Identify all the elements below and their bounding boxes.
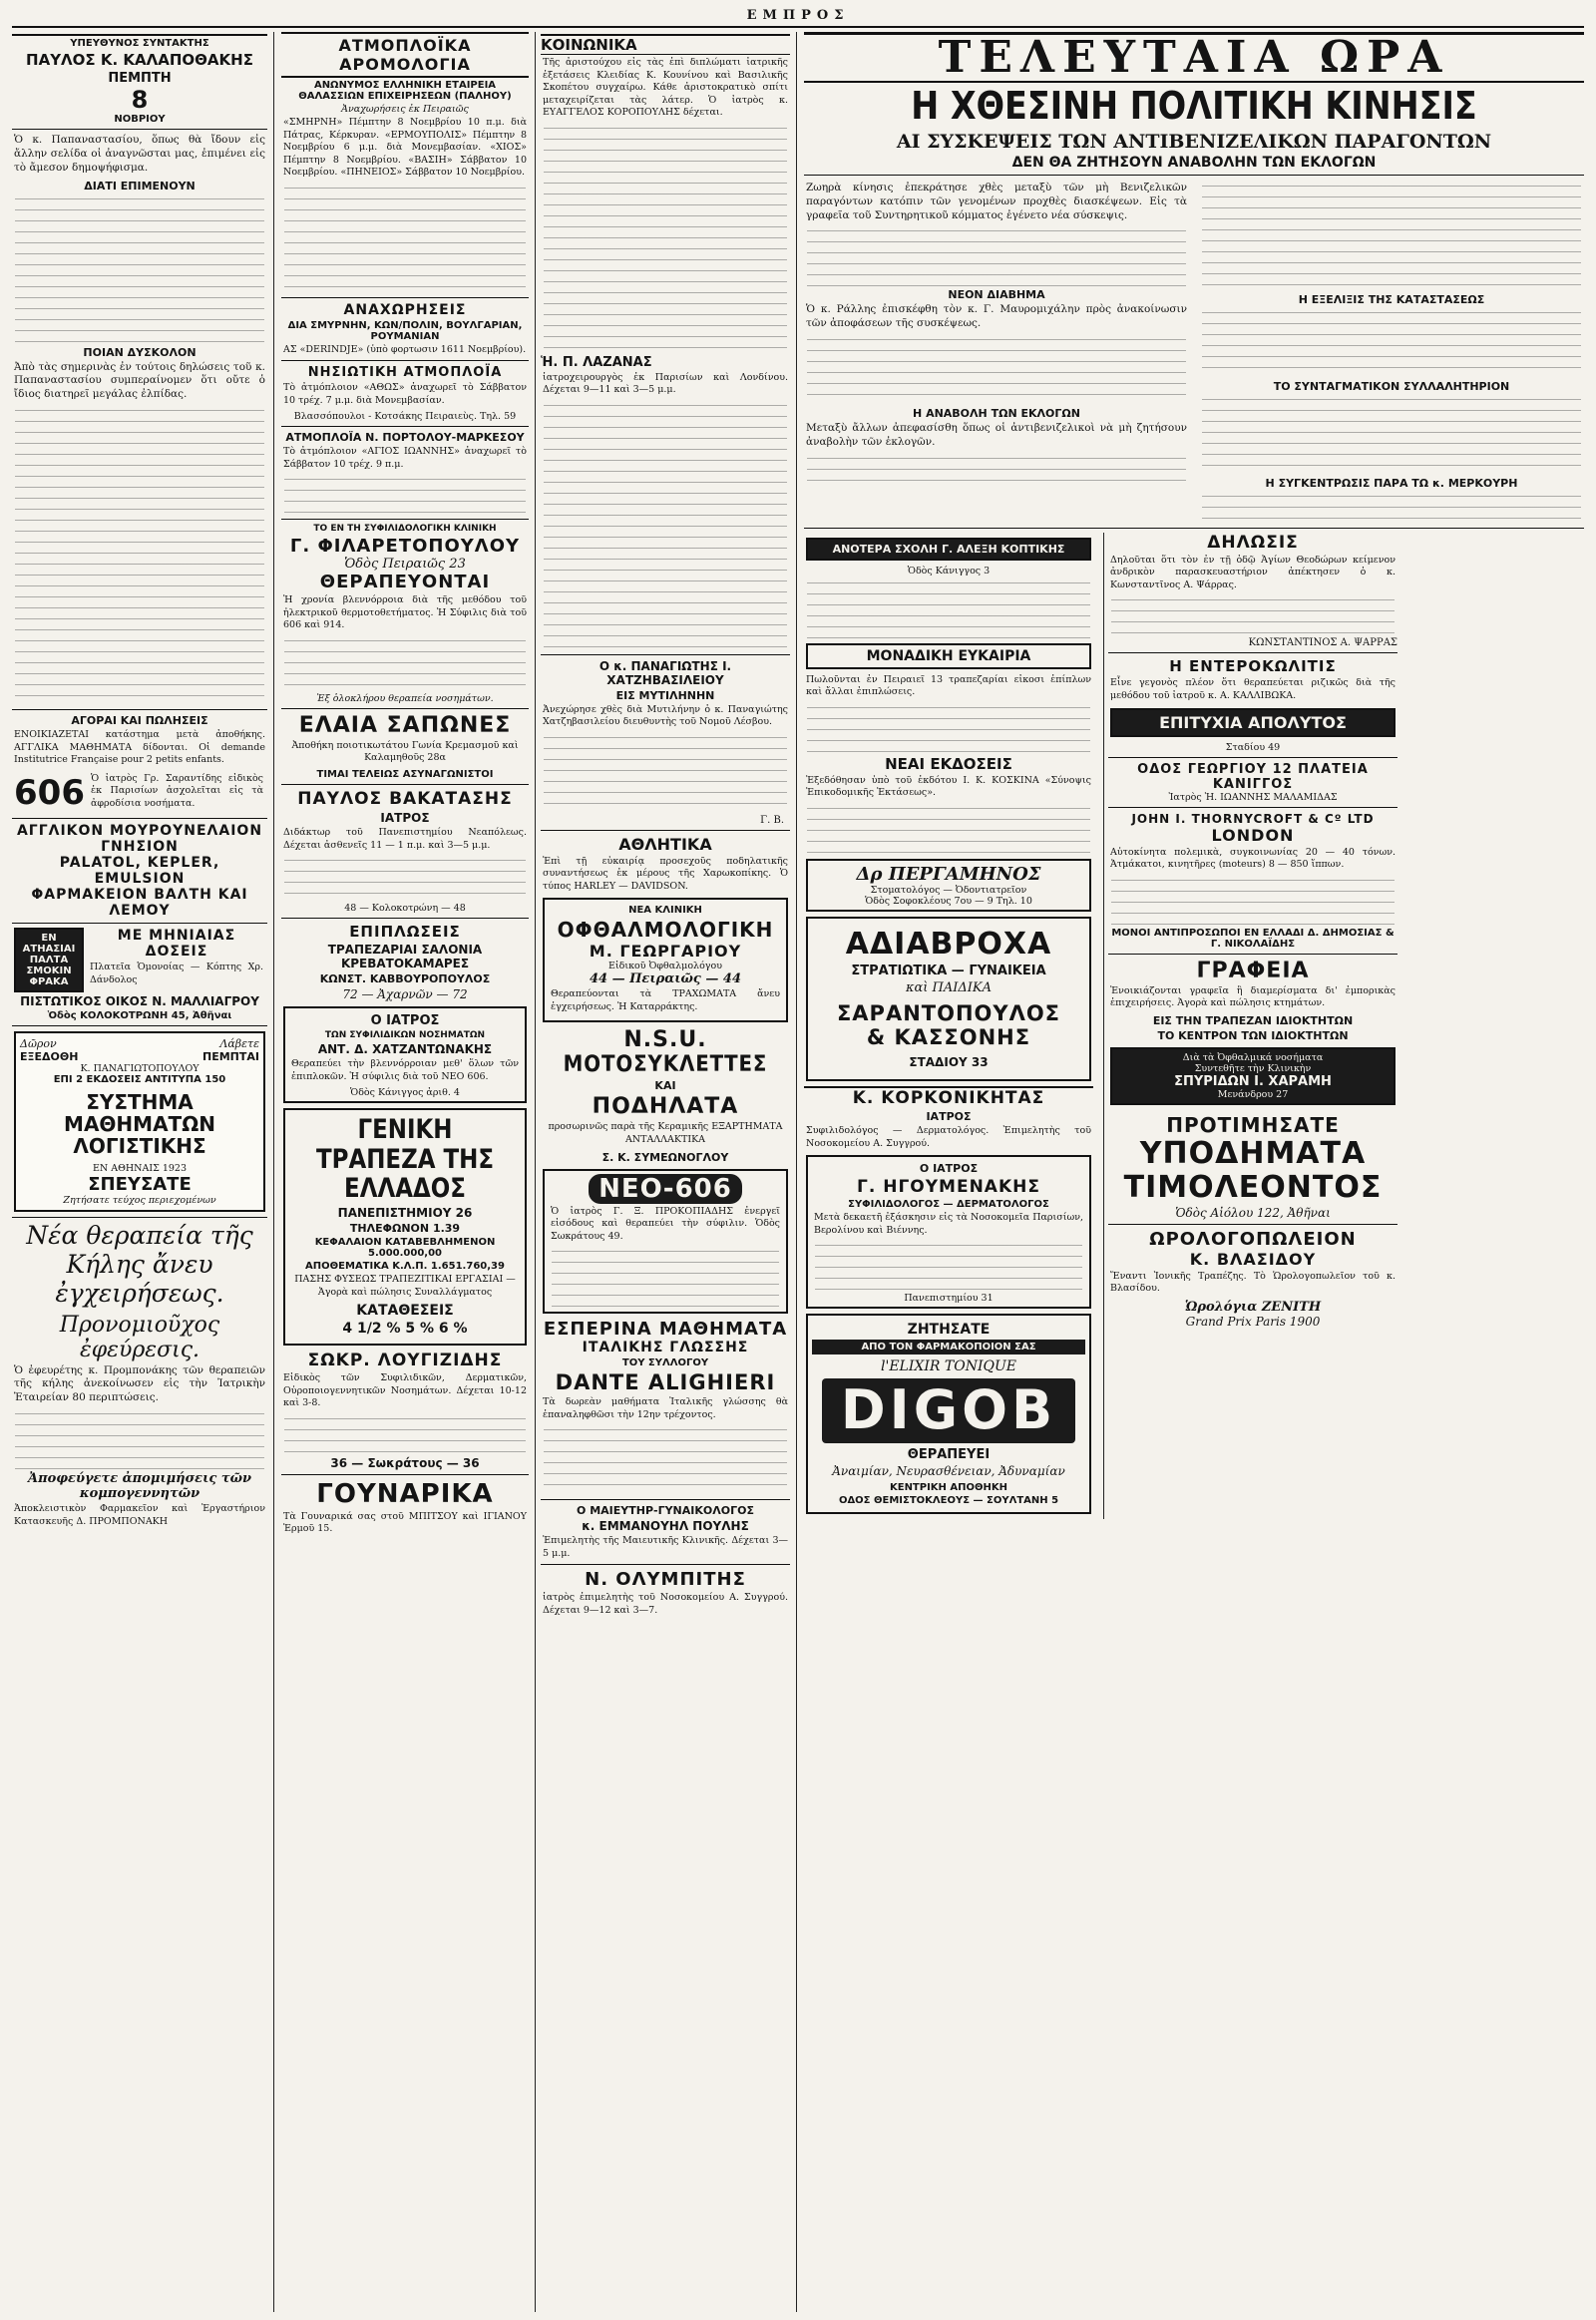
surgeon-specialty: ΤΩΝ ΣΥΦΙΛΙΔΙΚΩΝ ΝΟΣΗΜΑΤΩΝ xyxy=(324,1030,486,1041)
headline: Η ΧΘΕΣΙΝΗ ΠΟΛΙΤΙΚΗ ΚΙΝΗΣΙΣ xyxy=(911,84,1477,129)
book-year: ΕΝ ΑΘΗΝΑΙΣ 1923 xyxy=(92,1163,188,1175)
text-block xyxy=(1202,308,1581,378)
furniture-address: 72 — Ἀχαρνῶν — 72 xyxy=(342,987,468,1002)
ad-606-text: Ὁ ἰατρὸς Γρ. Σαραντίδης εἰδικὸς ἐκ Παρισίων ἀσχολεῖται εἰς τὰ ἀφροδίσια νοσήματα. xyxy=(90,772,263,809)
doctor-title: ΙΑΤΡΟΣ xyxy=(380,810,430,825)
digob-list: Ἀναιμίαν, Νευρασθένειαν, Ἀδυναμίαν xyxy=(832,1463,1065,1478)
story-subhead: Η ΕΞΕΛΙΞΙΣ ΤΗΣ ΚΑΤΑΣΤΑΣΕΩΣ xyxy=(1298,292,1485,306)
departures-head: ΑΝΑΧΩΡΗΣΕΙΣ xyxy=(343,301,467,318)
watches-brand: Ὡρολόγια ZENITH xyxy=(1184,1299,1322,1315)
raincoats-name1: ΣΑΡΑΝΤΟΠΟΥΛΟΣ xyxy=(836,1000,1061,1025)
furniture-items: ΤΡΑΠΕΖΑΡΙΑΙ ΣΑΛΟΝΙΑ ΚΡΕΒΑΤΟΚΑΜΑΡΕΣ xyxy=(327,943,483,971)
thornycroft-text: Αὐτοκίνητα πολεμικὰ, συγκοινωνίας 20 — 40 τόνων. Ἀτμάκατοι, κινητῆρες (moteurs) 8 — 850 ἵππων. xyxy=(1110,846,1396,871)
column-1 xyxy=(12,32,267,2312)
book-title: ΣΥΣΤΗΜΑ ΜΑΘΗΜΑΤΩΝ ΛΟΓΙΣΤΙΚΗΣ xyxy=(64,1090,215,1159)
neo606-title: ΝΕΟ-606 xyxy=(589,1174,742,1204)
text-block xyxy=(284,1414,526,1454)
nsu-name: Σ. Κ. ΣΥΜΕΩΝΟΓΛΟΥ xyxy=(601,1150,729,1164)
furs-title: ΓΟΥΝΑΡΙΚΑ xyxy=(316,1478,494,1509)
hatzi-title: Ο κ. ΠΑΝΑΓΙΩΤΗΣ Ι. ΧΑΤΖΗΒΑΣΙΛΕΙΟΥ xyxy=(598,658,732,687)
editorial-intro: Ὁ κ. Παπαναστασίου, ὅπως θὰ ἴδουν εἰς ἄλλην σελίδα οἱ ἀναγνῶσται μας, ἐπιμένει εἰς τὸ ἄμεσον δημοψήφισμα. xyxy=(14,134,265,174)
text-block xyxy=(544,401,787,650)
surgeon-address: Ὁδὸς Κάνιγγος ἀριθ. 4 xyxy=(350,1087,460,1099)
hatzi-sub: ΕΙΣ ΜΥΤΙΛΗΝΗΝ xyxy=(615,688,715,702)
bank-reserve: ΑΠΟΘΕΜΑΤΙΚΑ Κ.Λ.Π. 1.651.760,39 xyxy=(305,1261,505,1273)
lazanas-name: Ἡ. Π. ΛΑΖΑΝΑΣ xyxy=(541,354,652,370)
lead-story xyxy=(804,180,1584,524)
ophthalmic-head: Διὰ τὰ Ὀφθαλμικά νοσήματα xyxy=(1182,1051,1324,1063)
furniture-name: ΚΩΝΣΤ. ΚΑΒΒΟΥΡΟΠΟΥΛΟΣ xyxy=(319,972,491,986)
text-block xyxy=(815,1241,1082,1291)
digob-elixir: l'ELIXIR TONIQUE xyxy=(881,1358,1016,1375)
newspaper-page xyxy=(12,8,1584,2312)
column-divider xyxy=(273,32,274,2312)
gyn-name: κ. ΕΜΜΑΝΟΥΗΛ ΠΟΥΛΗΣ xyxy=(582,1519,749,1534)
book-take: Λάβετε xyxy=(219,1037,259,1051)
offices-center: ΤΟ ΚΕΝΤΡΟΝ ΤΩΝ ΙΔΙΟΚΤΗΤΩΝ xyxy=(1157,1028,1349,1042)
social-text: Τῆς ἀριστούχου εἰς τὰς ἐπὶ διπλώματι ἰατρικῆς ἐξετάσεις Κλειδίας Κ. Κουνίνου καὶ Βασιλικῆς Σκοπέτου συγχαίρω. Κάθε ἀριστοκρατικὸ σπίτι μεταχειρίζεται τὰς λάτερ. Ὁ ἰατρὸς κ. ΕΥΑΓΓΕΛΟΣ ΚΟΡΟΠΟΥΛΗΣ δέχεται. xyxy=(543,57,788,119)
month: ΝΟΒΡΙΟΥ xyxy=(114,114,166,125)
text-block xyxy=(544,1425,787,1495)
ad-clothing-label: ΕΝ ΑΤΗΑΣΙΑΙ ΠΑΛΤΑ ΣΜΟΚΙΝ ΦΡΑΚΑ xyxy=(14,928,84,992)
lazanas-text: ἰατροχειρουργὸς ἐκ Παρισίων καὶ Λονδίνου. Δέχεται 9—11 καὶ 3—5 μ.μ. xyxy=(543,371,788,396)
watches-prize: Grand Prix Paris 1900 xyxy=(1185,1314,1321,1329)
market-text: ΕΝΟΙΚΙΑΖΕΤΑΙ κατάστημα μετὰ ἀποθήκης. ΑΓΓΛΙΚΑ ΜΑΘΗΜΑΤΑ δίδονται. Οἱ demande Institutrice Française pour 2 petits enfants. xyxy=(14,729,265,766)
text-block xyxy=(1202,182,1581,291)
editorial-subhead: ΔΙΑΤΙ ΕΠΙΜΕΝΟΥΝ xyxy=(84,179,196,193)
text-block xyxy=(15,1409,264,1469)
text-block xyxy=(15,194,264,344)
weekday: ΠΕΜΠΤΗ xyxy=(108,71,172,86)
ophthalmic-name: ΣΠΥΡΙΔΩΝ Ι. ΧΑΡΑΜΗ xyxy=(1174,1073,1332,1089)
ad-credit-house: ΠΙΣΤΩΤΙΚΟΣ ΟΙΚΟΣ Ν. ΜΑΛΛΙΑΓΡΟΥ xyxy=(20,994,259,1009)
declaration-text: Δηλοῦται ὅτι τὸν ἐν τῇ ὁδῷ Ἀγίων Θεοδώρων κείμενον ἀνδρικὸν παρασκευαστήριον ἀπέκτησεν ὁ κ. Κωνσταντῖνος Α. Ψάρρας. xyxy=(1110,554,1396,590)
text-block xyxy=(284,184,526,293)
book-fifth: ΠΕΜΠΤΑΙ xyxy=(202,1050,259,1064)
island-line-address: Βλασσόπουλοι - Κοτσάκης Πειραιεὺς. Τηλ. 59 xyxy=(293,411,517,423)
ad-ophthalmic xyxy=(1110,1047,1396,1105)
cure-title: Νέα θεραπεία τῆς Κήλης ἄνευ ἐγχειρήσεως. xyxy=(26,1221,253,1308)
school-address: Ὁδὸς Κάνιγγος 3 xyxy=(907,565,991,577)
bank-deposits: ΚΑΤΑΘΕΣΕΙΣ xyxy=(356,1303,454,1320)
clinic-label: ΤΟ ΕΝ ΤΗ ΣΥΦΙΛΙΔΟΛΟΓΙΚΗ ΚΛΙΝΙΚΗ xyxy=(313,524,497,535)
publications-text: Ἐξεδόθησαν ὑπὸ τοῦ ἐκδότου Ι. Κ. ΚΟΣΚΙΝΑ «Σύνοψις Ἐπικοδομικῆς Ἐκτάσεως». xyxy=(806,774,1091,799)
story-subhead: Η ΑΝΑΒΟΛΗ ΤΩΝ ΕΚΛΟΓΩΝ xyxy=(913,407,1080,421)
text-block xyxy=(807,804,1090,854)
ad-bank xyxy=(283,1108,527,1346)
ad-eye-clinic xyxy=(543,898,788,1022)
ad-monthly-text: Πλατεῖα Ὁμονοίας — Κόπτης Χρ. Δάνδολος xyxy=(90,962,263,985)
nsu-text: προσωρινῶς παρὰ τῆς Κεραμικῆς ΕΞΑΡΤΗΜΑΤΑ ΑΝΤΑΛΛΑΚΤΙΚΑ xyxy=(548,1121,783,1145)
success-text: Σταδίου 49 xyxy=(1225,741,1281,753)
korkonikitas-text: Συφιλιδολόγος — Δερματολόγος. Ἐπιμελητὴς τοῦ Νοσοκομείου Α. Συγγρού. xyxy=(806,1124,1091,1149)
steamship-text: Τὸ ἀτμόπλοιον «ΑΓΙΟΣ ΙΩΑΝΝΗΣ» ἀναχωρεῖ τὸ Σάββατον 10 τρέχ. 9 π.μ. xyxy=(283,446,527,470)
book-published: ΕΞΕΔΟΘΗ xyxy=(20,1050,79,1064)
shipping-head: ΑΤΜΟΠΛΟΪΚΑ ΑΡΟΜΟΛΟΓΙΑ xyxy=(281,32,529,78)
digob-depot: ΚΕΝΤΡΙΚΗ ΑΠΟΘΗΚΗ xyxy=(889,1481,1008,1493)
offices-head: ΓΡΑΦΕΙΑ xyxy=(1196,958,1310,983)
ads-area xyxy=(804,533,1584,1519)
raincoats-kids: καὶ ΠΑΙΔΙΚΑ xyxy=(905,979,993,995)
column-4 xyxy=(804,32,1584,2312)
bargain-text: Πωλοῦνται ἐν Πειραιεῖ 13 τραπεζαρίαι εἰκοσι ἐπίπλων καὶ ἄλλαι ἐπιπλώσεις. xyxy=(806,673,1091,698)
steamship-head: ΑΤΜΟΠΛΟΪΑ Ν. ΠΟΡΤΟΛΟΥ-ΜΑΡΚΕΣΟΥ xyxy=(285,431,525,445)
success-head: ΕΠΙΤΥΧΙΑ ΑΠΟΛΥΤΟΣ xyxy=(1110,708,1396,737)
raincoats-address: ΣΤΑΔΙΟΥ 33 xyxy=(909,1054,989,1069)
raincoats-kinds: ΣΤΡΑΤΙΩΤΙΚΑ — ΓΥΝΑΙΚΕΙΑ xyxy=(851,963,1046,978)
ad-codliver-oil: ΑΓΓΛΙΚΟΝ ΜΟΥΡΟΥΝΕΛΑΙΟΝ ΓΝΗΣΙΟΝ xyxy=(16,823,263,856)
ad-accounting-book xyxy=(14,1031,265,1212)
doctor-text: Διδάκτωρ τοῦ Πανεπιστημίου Νεαπόλεως. Δέχεται ἀσθενεῖς 11 — 1 π.μ. καὶ 3—5 μ.μ. xyxy=(283,826,527,851)
nsu-title: N.S.U. xyxy=(623,1027,707,1053)
story-subhead: ΤΟ ΣΥΝΤΑΓΜΑΤΙΚΟΝ ΣΥΛΛΑΛΗΤΗΡΙΟΝ xyxy=(1273,379,1510,393)
bank-rates: 4 1/2 % 5 % 6 % xyxy=(342,1321,468,1338)
bank-capital: ΚΕΦΑΛΑΙΟΝ ΚΑΤΑΒΕΒΛΗΜΕΝΟΝ 5.000.000,00 xyxy=(314,1237,496,1260)
book-author: Κ. ΠΑΝΑΓΙΩΤΟΠΟΥΛΟΥ xyxy=(80,1063,200,1075)
evening-text: Τὰ δωρεὰν μαθήματα Ἰταλικῆς γλώσσης θὰ ἐπαναληφθῶσι τὴν 12ην τρέχοντος. xyxy=(543,1396,788,1420)
clinic-name: Γ. ΦΙΛΑΡΕΤΟΠΟΥΛΟΥ xyxy=(289,536,521,558)
story-subhead: Η ΣΥΓΚΕΝΤΡΩΣΙΣ ΠΑΡΑ ΤΩ κ. ΜΕΡΚΟΥΡΗ xyxy=(1265,476,1518,490)
cure-text: Ὁ ἐφευρέτης κ. Προμπονάκης τῶν θεραπειῶν τῆς κήλης ἀνεκοίνωσεν εἰς τὴν Ἰατρικὴν Ἑταιρείαν 80 περιπτώσεις. xyxy=(14,1363,265,1404)
ad-raincoats xyxy=(806,917,1091,1081)
evening-dante: DANTE ALIGHIERI xyxy=(555,1370,776,1395)
editorial-subhead: ΠΟΙΑΝ ΔΥΣΚΟΛΟΝ xyxy=(83,345,197,359)
nsu-and: ΚΑΙ xyxy=(654,1079,676,1093)
eye-name: Μ. ΓΕΩΡΓΑΡΙΟΥ xyxy=(589,942,742,962)
olympitis-text: ἰατρὸς ἐπιμελητὴς τοῦ Νοσοκομείου Α. Συγγρού. Δέχεται 9—12 καὶ 3—7. xyxy=(543,1592,788,1616)
ad-606 xyxy=(14,771,265,815)
surgeon-title: Ο ΙΑΤΡΟΣ xyxy=(370,1013,440,1029)
story-paragraph: Μεταξὺ ἄλλων ἀπεφασίσθη ὅπως οἱ ἀντιβενιζελικοὶ νὰ μὴ ζητήσουν ἀναβολὴν τῶν ἐκλογῶν. xyxy=(806,422,1187,449)
digob-sub: ΑΠΟ ΤΟΝ ΦΑΡΜΑΚΟΠΟΙΟΝ ΣΑΣ xyxy=(812,1340,1085,1354)
sport-text: Ἐπὶ τῇ εὐκαιρίᾳ προσεχοῦς ποδηλατικῆς συναντήσεως ἐκ μέρους τῆς Χαρωκοπίκης. Ὁ τύπος HARLEY — DAVIDSON. xyxy=(543,855,788,892)
hatzi-text: Ἀνεχώρησε χθὲς διὰ Μυτιλήνην ὁ κ. Παναγιώτης Χατζηβασιλείου διευθυντὴς τοῦ Νομοῦ Λέσβου. xyxy=(543,703,788,728)
pergaminos-address: Ὁδὸς Σοφοκλέους 7ου — 9 Τηλ. 10 xyxy=(865,895,1032,907)
shipping-sub: Ἀναχωρήσεις ἐκ Πειραιῶς xyxy=(341,104,469,115)
text-block xyxy=(1202,395,1581,475)
enterocolitis-text: Εἶνε γεγονὸς πλέον ὅτι θεραπεύεται ριζικῶς διὰ τῆς μεθόδου τοῦ ἰατροῦ κ. Α. ΚΑΛΛΙΒΩΚΑ. xyxy=(1110,677,1396,701)
ad-606-number: 606 xyxy=(14,772,85,813)
book-gift: Δῶρον xyxy=(20,1037,57,1051)
ad-palatol: PALATOL, KEPLER, EMULSION xyxy=(59,855,220,888)
bank-phone: ΤΗΛΕΦΩΝΟΝ 1.39 xyxy=(349,1222,461,1236)
text-block xyxy=(807,579,1090,638)
pergaminos-specialty: Στοματολόγος — Ὀδοντιατρεῖον xyxy=(870,884,1027,896)
derm-name: ΣΩΚΡ. ΛΟΥΓΙΖΙΔΗΣ xyxy=(307,1351,503,1371)
offices-bank: ΕΙΣ ΤΗΝ ΤΡΑΠΕΖΑΝ ΙΔΙΟΚΤΗΤΩΝ xyxy=(1152,1013,1354,1027)
shipping-company: ΑΝΩΝΥΜΟΣ ΕΛΛΗΝΙΚΗ ΕΤΑΙΡΕΙΑ ΘΑΛΑΣΣΙΩΝ ΕΠΙΧΕΙΡΗΣΕΩΝ (ΠΑΛΗΟΥ) xyxy=(298,80,512,102)
ad-clothing xyxy=(14,928,265,992)
story-paragraph: Ζωηρὰ κίνησις ἐπεκράτησε χθὲς μεταξὺ τῶν μὴ Βενιζελικῶν παραγόντων κατόπιν τῶν γενομένων προχθὲς διασκέψεων. Εἰς τὰ γραφεῖα τοῦ Συντηρητικοῦ κόμματος ἐγένετο νέα σύσκεψις. xyxy=(806,181,1187,221)
ad-credit-address: Ὁδὸς ΚΟΛΟΚΟΤΡΩΝΗ 45, Ἀθῆναι xyxy=(47,1010,232,1022)
clinic-footer: Ἐξ ὁλοκλήρου θεραπεία νοσημάτων. xyxy=(316,692,494,704)
kicker: ΤΕΛΕΥΤΑΙΑ ΩΡΑ xyxy=(804,32,1584,83)
text-block xyxy=(807,703,1090,753)
bank-services: ΠΑΣΗΣ ΦΥΣΕΩΣ ΤΡΑΠΕΖΙΤΙΚΑΙ ΕΡΓΑΣΙΑΙ — Ἀγορὰ καὶ πώλησις Συναλλάγματος xyxy=(294,1274,516,1298)
date-number: 8 xyxy=(131,86,149,114)
eye-text: Θεραπεύονται τὰ ΤΡΑΧΩΜΑΤΑ ἄνευ ἐγχειρήσεως. Ἡ Καταρράκτης. xyxy=(551,988,780,1012)
text-block xyxy=(807,335,1186,405)
column-2 xyxy=(281,32,529,2312)
social-head: ΚΟΙΝΩΝΙΚΑ xyxy=(541,34,790,55)
surgeon-text: Θεραπεύει τὴν βλεννόρροιαν μεθ' ὅλων τῶν ἐπιπλοκῶν. Ἡ σύφιλις διὰ τοῦ ΝΕΟ 606. xyxy=(291,1058,519,1082)
text-block xyxy=(284,475,526,515)
ad-surgeon xyxy=(283,1006,527,1103)
market-head: ΑΓΟΡΑΙ ΚΑΙ ΠΩΛΗΣΕΙΣ xyxy=(71,714,208,728)
korkonikitas-name: Κ. ΚΟΡΚΟΝΙΚΗΤΑΣ xyxy=(804,1086,1093,1108)
editorial-body: Ἀπὸ τὰς σημερινὰς ἐν τούτοις δηλώσεις τοῦ κ. Παπαναστασίου συμπεραίνομεν ὅτι οὔτε ὁ ἴδιος διατηρεῖ μεγάλας ἐλπίδας. xyxy=(14,360,265,401)
text-block xyxy=(1111,595,1395,635)
soap-prices: ΤΙΜΑΙ ΤΕΛΕΙΩΣ ΑΣΥΝΑΓΩΝΙΣΤΟΙ xyxy=(316,768,494,780)
bank-address: ΠΑΝΕΠΙΣΤΗΜΙΟΥ 26 xyxy=(337,1206,473,1221)
cure-address: Ἀποκλειστικὸν Φαρμακεῖον καὶ Ἐργαστήριον Κατασκευῆς Δ. ΠΡΟΜΠΟΝΑΚΗ xyxy=(14,1503,265,1527)
derm-address: 36 — Σωκράτους — 36 xyxy=(330,1455,480,1470)
gyn-text: Ἐπιμελητὴς τῆς Μαιευτικῆς Κλινικῆς. Δέχεται 3—5 μ.μ. xyxy=(543,1535,788,1559)
ophthalmic-text: Συντεθῆτε τὴν Κλινικὴν xyxy=(1194,1062,1312,1074)
ad-digob xyxy=(806,1314,1091,1514)
clinic-cures: ΘΕΡΑΠΕΥΟΝΤΑΙ xyxy=(319,572,491,593)
neo606-text: Ὁ ἰατρὸς Γ. Ξ. ΠΡΟΚΟΠΙΑΔΗΣ ἐνεργεῖ εἰσόδους καὶ θεραπεύει τὴν σύφιλιν. Ὁδὸς Σωκράτους 49. xyxy=(551,1205,780,1242)
eye-title: ΟΦΘΑΛΜΟΛΟΓΙΚΗ xyxy=(557,918,774,943)
island-line-head: ΝΗΣΙΩΤΙΚΗ ΑΤΜΟΠΛΟΪΑ xyxy=(307,365,503,381)
column-3 xyxy=(541,32,790,2312)
igoumenakis-title: Ο ΙΑΤΡΟΣ xyxy=(919,1162,979,1176)
thornycroft-city: LONDON xyxy=(1211,825,1295,845)
watches-text: Ἔναντι Ἰονικῆς Τραπέζης. Τὸ Ὡρολογοπωλεῖον τοῦ κ. Βλασίδου. xyxy=(1110,1270,1396,1295)
igoumenakis-name: Γ. ΗΓΟΥΜΕΝΑΚΗΣ xyxy=(857,1177,1040,1198)
doctor-name: ΠΑΥΛΟΣ ΒΑΚΑΤΑΣΗΣ xyxy=(297,788,513,809)
story-subhead: ΝΕΟΝ ΔΙΑΒΗΜΑ xyxy=(948,288,1045,302)
pergaminos-name: Δρ ΠΕΡΓΑΜΗΝΟΣ xyxy=(856,863,1041,885)
olympitis-name: Ν. ΟΛΥΜΠΙΤΗΣ xyxy=(585,1569,746,1591)
nsu-motorcycles: ΜΟΤΟΣΥΚΛΕΤΤΕΣ xyxy=(563,1052,768,1078)
derm-text: Εἰδικὸς τῶν Συφιλιδικῶν, Δερματικῶν, Οὐροποιογεννητικῶν Νοσημάτων. Δέχεται 10-12 καὶ 3-8. xyxy=(283,1372,527,1409)
george-street-head: ΟΔΟΣ ΓΕΩΡΓΙΟΥ 12 ΠΛΑΤΕΙΑ ΚΑΝΙΓΓΟΣ xyxy=(1137,761,1369,792)
evening-language: ΙΤΑΛΙΚΗΣ ΓΛΩΣΣΗΣ xyxy=(582,1340,749,1356)
declaration-head: ΔΗΛΩΣΙΣ xyxy=(1207,532,1299,553)
text-block xyxy=(552,1247,779,1307)
text-block xyxy=(1202,492,1581,522)
clinic-text: Ἡ χρονία βλεννόρροια διὰ τῆς μεθόδου τοῦ ἠλεκτρικοῦ θερμοτοθετήματος. Ἡ Σύφιλις διὰ τοῦ 606 καὶ 914. xyxy=(283,594,527,631)
raincoats-name2: & ΚΑΣΣΟΝΗΣ xyxy=(866,1024,1031,1049)
shoes-address: Ὁδὸς Αἰόλου 122, Ἀθῆναι xyxy=(1175,1205,1331,1220)
digob-brand: DIGOB xyxy=(822,1378,1075,1443)
eye-label: ΝΕΑ ΚΛΙΝΙΚΗ xyxy=(628,905,702,917)
cure-warning: Ἀποφεύγετε ἀπομιμήσεις τῶν κομπογεννητῶν xyxy=(28,1471,251,1502)
story-paragraph: Ὁ κ. Ράλλης ἐπισκέφθη τὸν κ. Γ. Μαυρομιχάλην πρὸς ἀνακοίνωσιν τῶν ἀποφάσεων τῆς συσκέψεως. xyxy=(806,303,1187,330)
eye-specialty: Εἰδικοῦ Ὀφθαλμολόγου xyxy=(608,961,722,972)
igoumenakis-address: Πανεπιστημίου 31 xyxy=(904,1293,994,1305)
gyn-title: Ο ΜΑΙΕΥΤΗΡ-ΓΥΝΑΙΚΟΛΟΓΟΣ xyxy=(577,1504,754,1518)
watches-name: Κ. ΒΛΑΣΙΔΟΥ xyxy=(1189,1249,1317,1269)
book-copies: ΕΠΙ 2 ΕΚΔΟΣΕΙΣ ΑΝΤΙΤΥΠΑ 150 xyxy=(53,1074,226,1086)
text-block xyxy=(807,454,1186,484)
ad-pergaminos xyxy=(806,859,1091,912)
digob-label: ΖΗΤΗΣΑΤΕ xyxy=(907,1322,991,1339)
text-block xyxy=(15,406,264,705)
text-block xyxy=(284,856,526,901)
doctor-address: 48 — Κολοκοτρώνη — 48 xyxy=(344,903,466,915)
hatzi-sign: Γ. Β. xyxy=(760,814,784,826)
offices-text: Ἐνοικιάζονται γραφεῖα ἢ διαμερίσματα δι' ἐμπορικὰς ἐπιχειρήσεις. Ἀγορὰ καὶ πώλησις κτημάτων. xyxy=(1110,984,1396,1009)
soap-head: ΕΛΑΙΑ ΣΑΠΩΝΕΣ xyxy=(298,712,512,738)
departures-sub: ΔΙΑ ΣΜΥΡΝΗΝ, ΚΩΝ/ΠΟΛΙΝ, ΒΟΥΛΓΑΡΙΑΝ, ΡΟΥΜΑΝΙΑΝ xyxy=(287,319,523,342)
column-divider xyxy=(796,32,797,2312)
book-hurry: ΣΠΕΥΣΑΤΕ xyxy=(88,1174,192,1196)
igoumenakis-text: Μετὰ δεκαετῆ ἐξάσκησιν εἰς τὰ Νοσοκομεῖα Παρισίων, Βερολίνου καὶ Βιέννης. xyxy=(814,1212,1083,1236)
text-block xyxy=(284,636,526,691)
text-block xyxy=(544,733,787,813)
publications-head: ΝΕΑΙ ΕΚΔΟΣΕΙΣ xyxy=(885,754,1012,773)
editor-name: ΠΑΥΛΟΣ Κ. ΚΑΛΑΠΟΘΑΚΗΣ xyxy=(26,51,253,69)
furniture-head: ΕΠΙΠΛΩΣΕΙΣ xyxy=(349,923,461,942)
soap-text: Ἀποθήκη ποιοτικωτάτου Γωνία Κρεμασμοῦ καὶ Καλαμηθοῦς 28α xyxy=(291,739,519,764)
shoes-main: ΥΠΟΔΗΜΑΤΑ ΤΙΜΟΛΕΟΝΤΟΣ xyxy=(1123,1135,1383,1206)
shoes-title: ΠΡΟΤΙΜΗΣΑΤΕ xyxy=(1166,1112,1340,1137)
ad-monthly-head: ΜΕ ΜΗΝΙΑΙΑΣ ΔΟΣΕΙΣ xyxy=(117,928,236,961)
masthead: ΕΜΠΡΟΣ xyxy=(12,8,1584,28)
clinic-address: Ὁδὸς Πειραιῶς 23 xyxy=(344,557,466,573)
thornycroft-agents: ΜΟΝΟΙ ΑΝΤΙΠΡΟΣΩΠΟΙ ΕΝ ΕΛΛΑΔΙ Δ. ΔΗΜΟΣΙΑΣ & Γ. ΝΙΚΟΛΑΪΔΗΣ xyxy=(1111,927,1395,950)
column-divider xyxy=(535,32,536,2312)
igoumenakis-specialty: ΣΥΦΙΛΙΔΟΛΟΓΟΣ — ΔΕΡΜΑΤΟΛΟΓΟΣ xyxy=(848,1199,1049,1211)
book-order: Ζητήσατε τεύχος περιεχομένων xyxy=(63,1195,216,1207)
shipping-text: «ΣΜΗΡΝΗ» Πέμπτην 8 Νοεμβρίου 10 π.μ. διὰ Πάτρας, Κέρκυραν. «ΕΡΜΟΥΠΟΛΙΣ» Πέμπτην 8 Νοεμβρίου 6 μ.μ. διὰ Μονεμβασίαν. «ΧΙΟΣ» Πέμπτην 8 Νοεμβρίου. «ΒΑΣΙΗ» Σάββατον 10 Νοεμβρίου. «ΠΗΝΕΙΟΣ» Σάββατον 10 Νοεμβρίου. xyxy=(283,117,527,179)
digob-benefit: ΘΕΡΑΠΕΥΕΙ xyxy=(907,1446,991,1462)
korkonikitas-title: ΙΑΤΡΟΣ xyxy=(926,1109,972,1123)
thornycroft-head: JOHN I. THORNYCROFT & Cº LTD xyxy=(1131,811,1375,826)
ad-neo606 xyxy=(543,1169,788,1315)
furs-text: Τὰ Γουναρικά σας στοῦ ΜΠΙΤΣΟΥ καὶ ΙΓΙΑΝΟΥ Ἑρμοῦ 15. xyxy=(283,1510,527,1535)
evening-title: ΕΣΠΕΡΙΝΑ ΜΑΘΗΜΑΤΑ xyxy=(543,1319,788,1341)
school-head: ΑΝΟΤΕΡΑ ΣΧΟΛΗ Γ. ΑΛΕΞΗ ΚΟΠΤΙΚΗΣ xyxy=(806,538,1091,561)
ad-igoumenakis xyxy=(806,1155,1091,1309)
text-block xyxy=(1111,876,1395,926)
enterocolitis-head: Η ΕΝΤΕΡΟΚΩΛΙΤΙΣ xyxy=(1169,657,1337,676)
deck: ΑΙ ΣΥΣΚΕΨΕΙΣ ΤΩΝ ΑΝΤΙΒΕΝΙΖΕΛΙΚΩΝ ΠΑΡΑΓΟΝΤΩΝ xyxy=(896,130,1492,153)
ad-pharmacy: ΦΑΡΜΑΚΕΙΟΝ ΒΑΛΤΗ ΚΑΙ ΛΕΜΟΥ xyxy=(31,887,248,920)
raincoats-title: ΑΔΙΑΒΡΟΧΑ xyxy=(845,926,1052,962)
text-block xyxy=(807,226,1186,286)
sport-head: ΑΘΛΗΤΙΚΑ xyxy=(618,834,712,854)
digob-address: ΟΔΟΣ ΘΕΜΙΣΤΟΚΛΕΟΥΣ — ΣΟΥΛΤΑΝΗ 5 xyxy=(838,1494,1059,1506)
nsu-bicycles: ΠΟΔΗΛΑΤΑ xyxy=(592,1094,739,1120)
ophthalmic-address: Μενάνδρου 27 xyxy=(1217,1088,1289,1100)
eye-address: 44 — Πειραιῶς — 44 xyxy=(590,971,741,987)
text-block xyxy=(544,124,787,353)
bank-title: ΓΕΝΙΚΗ ΤΡΑΠΕΖΑ ΤΗΣ ΕΛΛΑΔΟΣ xyxy=(315,1114,495,1205)
evening-club: ΤΟΥ ΣΥΛΛΟΓΟΥ xyxy=(621,1357,709,1369)
island-line-text: Τὸ ἀτμόπλοιον «ΑΘΩΣ» ἀναχωρεῖ τὸ Σάββατον 10 τρέχ. 7 μ.μ. διὰ Μονεμβασίαν. xyxy=(283,382,527,406)
editor-label: ΥΠΕΥΘΥΝΟΣ ΣΥΝΤΑΚΤΗΣ xyxy=(12,34,267,49)
bargain-head: ΜΟΝΑΔΙΚΗ ΕΥΚΑΙΡΙΑ xyxy=(806,643,1091,669)
declaration-sign: ΚΩΝΣΤΑΝΤΙΝΟΣ Α. ΨΑΡΡΑΣ xyxy=(1248,637,1397,649)
subdeck: ΔΕΝ ΘΑ ΖΗΤΗΣΟΥΝ ΑΝΑΒΟΛΗΝ ΤΩΝ ΕΚΛΟΓΩΝ xyxy=(804,154,1584,176)
departures-text: ΑΣ «DERINDJE» (ὑπὸ φορτωσιν 1611 Νοεμβρίου). xyxy=(283,343,527,355)
surgeon-name: ΑΝΤ. Δ. ΧΑΤΖΑΝΤΩΝΑΚΗΣ xyxy=(317,1042,493,1057)
cure-subtitle: Προνομιοῦχος ἐφεύρεσις. xyxy=(59,1312,220,1362)
george-street-text: Ἰατρὸς Ἡ. ΙΩΑΝΝΗΣ ΜΑΛΑΜΙΔΑΣ xyxy=(1168,791,1338,803)
watches-title: ΩΡΟΛΟΓΟΠΩΛΕΙΟΝ xyxy=(1149,1228,1357,1250)
